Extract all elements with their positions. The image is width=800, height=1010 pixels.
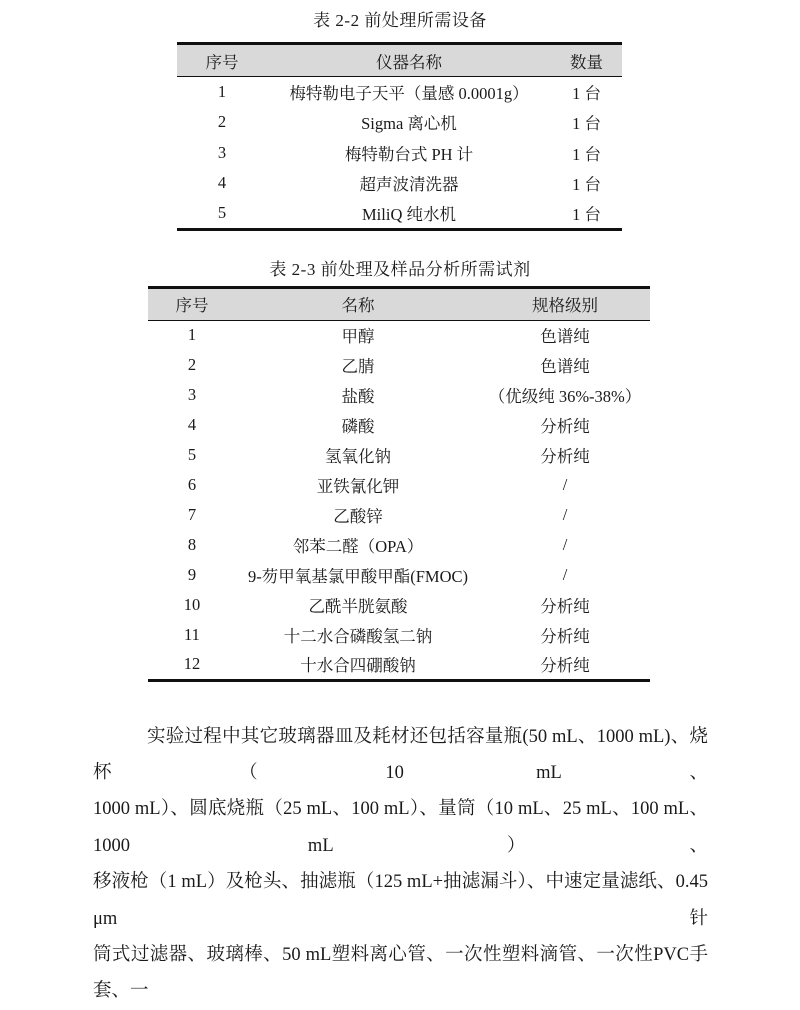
table-row [148, 350, 650, 380]
cell-grade: / [562, 565, 568, 584]
reagent-col-index: 序号 [175, 296, 209, 315]
reagent-table-caption: 表 2-3 前处理及样品分析所需试剂 [269, 259, 531, 279]
cell-name: 十水合四硼酸钠 [300, 656, 416, 676]
cell-index: 9 [187, 565, 197, 584]
equipment-col-index: 序号 [205, 52, 239, 72]
table-row [148, 470, 650, 500]
cell-grade: 分析纯 [540, 597, 590, 616]
cell-qty: 1 台 [572, 205, 601, 224]
table-row [148, 620, 650, 650]
cell-grade: / [562, 475, 568, 494]
cell-name: 梅特勒台式 PH 计 [344, 144, 474, 164]
table-row [148, 320, 650, 350]
cell-grade: 分析纯 [540, 417, 590, 436]
table-row [148, 650, 650, 680]
reagent-col-name: 名称 [341, 296, 375, 315]
cell-name: 邻苯二醛（OPA） [292, 537, 424, 556]
cell-grade: / [562, 535, 568, 554]
cell-index: 8 [187, 535, 197, 554]
cell-grade: 分析纯 [540, 447, 590, 466]
cell-name: 亚铁氰化钾 [316, 477, 400, 496]
cell-grade: 分析纯 [540, 656, 590, 676]
table-row [148, 380, 650, 410]
table-row [148, 440, 650, 470]
cell-grade: 色谱纯 [540, 357, 590, 376]
paragraph-line: 筒式过滤器、玻璃棒、50 mL塑料离心管、一次性塑料滴管、一次性PVC手套、一 [93, 944, 708, 1002]
table-row [177, 107, 622, 138]
cell-grade: （优级纯 36%-38%） [488, 387, 642, 406]
cell-index: 10 [183, 595, 201, 614]
cell-name: 9-芴甲氧基氯甲酸甲酯(FMOC) [247, 567, 468, 586]
cell-index: 3 [217, 142, 227, 162]
cell-name: 超声波清洗器 [359, 175, 459, 195]
cell-index: 2 [217, 112, 227, 132]
cell-name: 乙酰半胱氨酸 [308, 597, 408, 616]
cell-index: 3 [187, 385, 197, 404]
equipment-table [177, 42, 622, 231]
cell-grade: 色谱纯 [540, 327, 590, 347]
cell-name: 十二水合磷酸氢二钠 [283, 627, 433, 646]
cell-grade: / [562, 505, 568, 524]
paragraph-line: 移液枪（1 mL）及枪头、抽滤瓶（125 mL+抽滤漏斗）、中速定量滤纸、0.45 μm针 [93, 872, 708, 929]
reagent-header-row [148, 287, 650, 320]
table-row [177, 138, 622, 169]
cell-name: 磷酸 [341, 417, 375, 436]
cell-index: 7 [187, 505, 197, 524]
body-paragraph [93, 719, 708, 1010]
cell-index: 5 [217, 203, 227, 222]
reagent-table [148, 286, 650, 682]
cell-name: MiliQ 纯水机 [362, 205, 456, 224]
cell-index: 11 [184, 625, 200, 644]
cell-index: 4 [187, 415, 197, 434]
table-row [148, 590, 650, 620]
cell-name: 盐酸 [341, 387, 375, 406]
cell-name: Sigma 离心机 [361, 114, 457, 134]
equipment-col-name: 仪器名称 [376, 52, 442, 72]
cell-index: 1 [217, 82, 227, 101]
table-row [148, 410, 650, 440]
table-row [177, 77, 622, 108]
reagent-col-grade: 规格级别 [532, 296, 598, 315]
table-row [177, 199, 622, 230]
equipment-col-qty: 数量 [570, 52, 603, 72]
cell-index: 1 [187, 325, 197, 345]
cell-index: 6 [187, 475, 197, 494]
table-row [177, 168, 622, 199]
cell-index: 2 [187, 355, 197, 374]
table-row [148, 500, 650, 530]
cell-name: 甲醇 [341, 327, 375, 347]
cell-name: 氢氧化钠 [325, 447, 391, 466]
cell-name: 梅特勒电子天平（量感 0.0001g） [289, 84, 529, 103]
cell-qty: 1 台 [572, 114, 601, 134]
cell-name: 乙酸锌 [333, 507, 383, 526]
cell-qty: 1 台 [572, 84, 601, 103]
cell-index: 12 [183, 654, 201, 674]
cell-qty: 1 台 [572, 144, 601, 164]
table-row [148, 560, 650, 590]
equipment-table-caption: 表 2-2 前处理所需设备 [313, 11, 487, 30]
paragraph-line: 1000 mL）、圆底烧瓶（25 mL、100 mL）、量筒（10 mL、25 mL、100 mL、1000 mL）、 [93, 799, 708, 856]
cell-name: 乙腈 [341, 357, 375, 376]
cell-qty: 1 台 [572, 175, 601, 195]
table-row [148, 530, 650, 560]
cell-index: 5 [187, 445, 197, 464]
cell-index: 4 [217, 173, 227, 193]
paragraph-line: 实验过程中其它玻璃器皿及耗材还包括容量瓶(50 mL、1000 mL)、烧杯（10 mL、 [93, 726, 708, 783]
equipment-header-row [177, 44, 622, 77]
cell-grade: 分析纯 [540, 627, 590, 646]
